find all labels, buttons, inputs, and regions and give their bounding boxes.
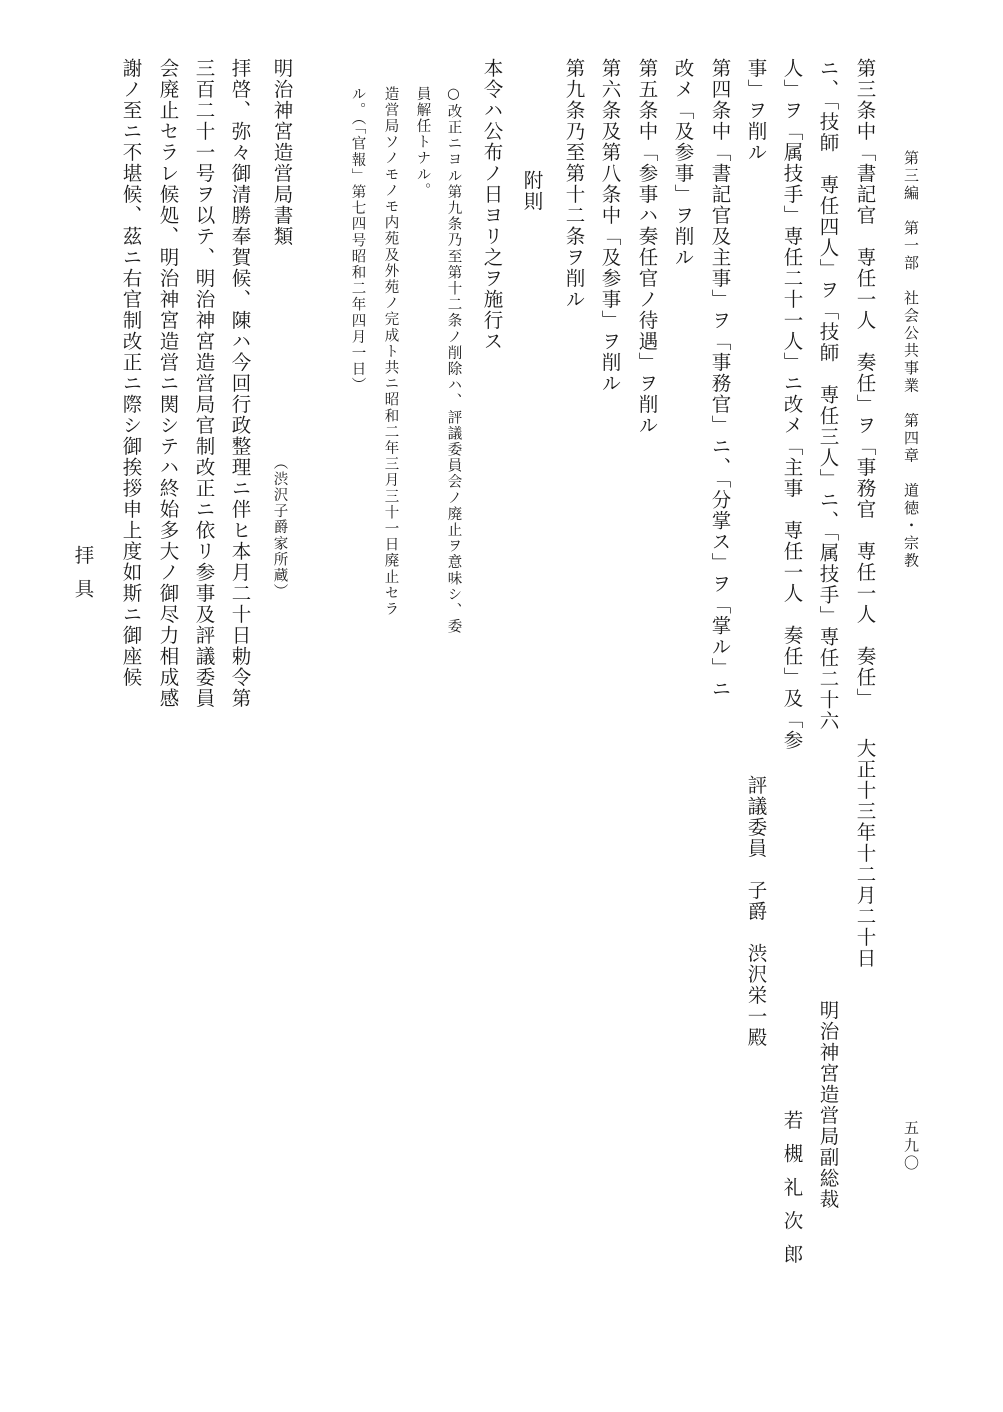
letter-line: 拝啓、弥々御清勝奉賀候、陳ハ今回行政整理ニ伴ヒ本月二十日勅令第 — [228, 58, 252, 709]
note-line: ○改正ニヨル第九条乃至第十二条ノ削除ハ、評議委員会ノ廃止ヲ意味シ、委 — [445, 86, 462, 635]
letter-line: 会廃止セラレ候処、明治神宮造営ニ関シテハ終始多大ノ御尽力相成感 — [156, 58, 180, 709]
note-line: 員解任トナル。 — [414, 86, 431, 199]
letter-closing: 拝具 — [71, 545, 95, 612]
amendment-column: 第四条中「書記官及主事」ヲ「事務官」ニ、「分掌ス」ヲ「掌ル」ニ — [708, 58, 732, 700]
page-number: 五九〇 — [902, 1120, 920, 1173]
note-line: 造営局ソノモノモ内苑及外苑ノ完成ト共ニ昭和二年三月三十一日廃止セラ — [382, 86, 399, 618]
amendment-column: 第五条中「参事ハ奏任官ノ待遇」ヲ削ル — [635, 58, 659, 436]
addressee: 評議委員 子爵 渋沢栄一殿 — [744, 775, 768, 1048]
supplementary-text: 本令ハ公布ノ日ヨリ之ヲ施行ス — [480, 58, 504, 352]
document-source: （渋沢子爵家所蔵） — [271, 455, 288, 600]
amendment-column: 事」ヲ削ル — [744, 58, 768, 163]
amendment-column: 第九条乃至第十二条ヲ削ル — [562, 58, 586, 310]
amendment-column: 改メ「及参事」ヲ削ル — [671, 58, 695, 268]
amendment-column: 第六条及第八条中「及参事」ヲ削ル — [598, 58, 622, 394]
amendment-column: 第三条中「書記官 専任一人 奏任」ヲ「事務官 専任一人 奏任」 — [853, 58, 877, 709]
sender-name: 若槻礼次郎 — [780, 1110, 804, 1278]
sender-title: 明治神宮造営局副総裁 — [816, 1000, 840, 1210]
letter-line: 三百二十一号ヲ以テ、明治神宮造営局官制改正ニ依リ参事及評議委員 — [192, 58, 216, 709]
running-head: 第三編 第一部 社会公共事業 第四章 道徳・宗教 — [902, 150, 920, 570]
document-title: 明治神宮造営局書類 — [270, 58, 294, 247]
amendment-column: ニ、「技師 専任四人」ヲ「技師 専任三人」ニ、「属技手」専任二十六 — [816, 58, 840, 732]
letter-date: 大正十三年十二月二十日 — [853, 738, 877, 969]
amendment-column: 人」ヲ「属技手」専任二十一人」ニ改メ「主事 専任一人 奏任」及「参 — [780, 58, 804, 751]
note-line: ル。（「官報」第七四号昭和二年四月一日） — [349, 86, 366, 394]
supplementary-heading: 附則 — [520, 170, 544, 212]
letter-line: 謝ノ至ニ不堪候、茲ニ右官制改正ニ際シ御挨拶申上度如斯ニ御座候 — [119, 58, 143, 688]
